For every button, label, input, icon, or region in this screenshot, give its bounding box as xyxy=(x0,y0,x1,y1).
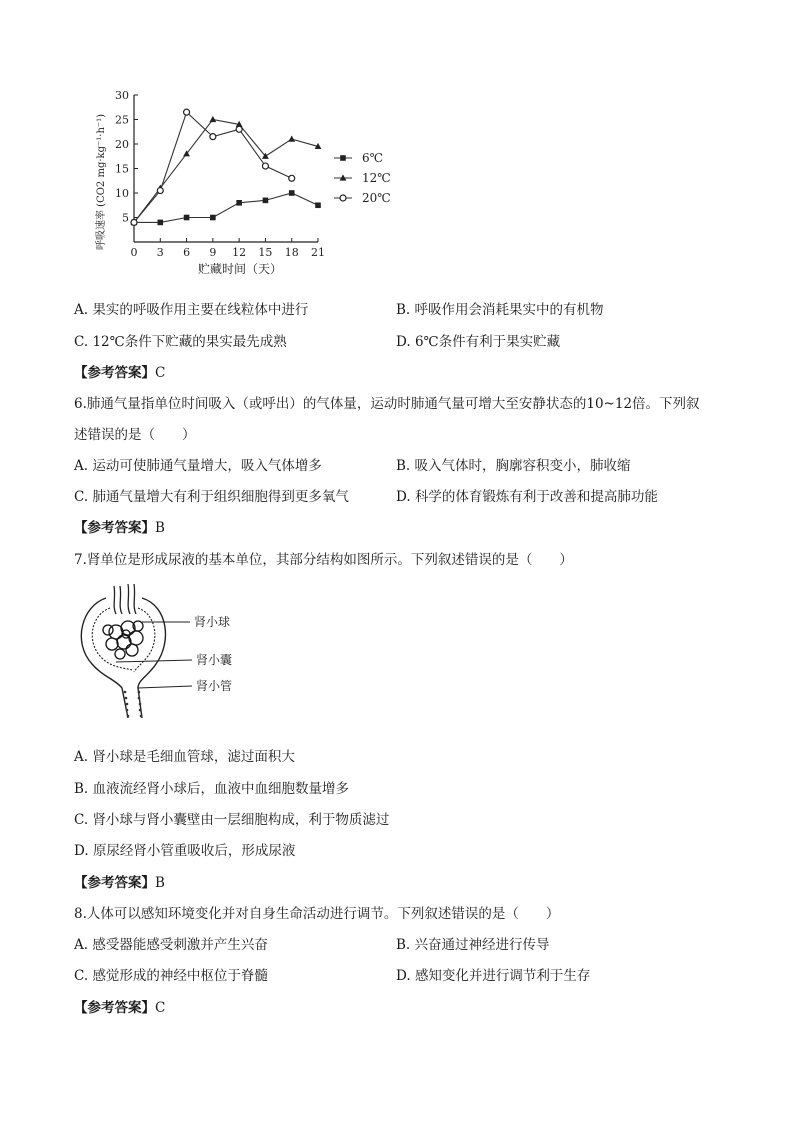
option-label: B. xyxy=(74,781,89,797)
capsule-outer-wall xyxy=(81,598,128,718)
label-tubule: 肾小管 xyxy=(196,679,233,693)
y-tick-label: 10 xyxy=(115,187,129,200)
option-text: 运动可使肺通气量增大，吸入气体增多 xyxy=(92,458,322,474)
glomerulus xyxy=(103,621,143,659)
answer-value: B xyxy=(155,520,165,536)
answer-label: 【参考答案】 xyxy=(74,875,155,891)
q6-options-row-1 xyxy=(74,454,734,476)
x-tick-label: 9 xyxy=(209,246,217,259)
option-text: 吸入气体时，胸廓容积变小，肺收缩 xyxy=(414,458,631,474)
option-label: A. xyxy=(74,458,89,474)
x-tick-label: 0 xyxy=(130,246,138,259)
series-line-square xyxy=(134,193,318,222)
leader-line-capsule xyxy=(116,660,192,662)
answer-label: 【参考答案】 xyxy=(74,1000,155,1016)
q6-options-row-2 xyxy=(74,485,734,507)
q7-option-a[interactable] xyxy=(74,745,295,765)
data-point-square xyxy=(210,215,216,221)
option-text: 原尿经肾小管重吸收后，形成尿液 xyxy=(92,843,296,859)
capsule-outer-wall-right xyxy=(138,598,165,718)
series-line-triangle xyxy=(134,120,318,223)
q6-answer xyxy=(74,516,165,536)
option-text: 6℃条件有利于果实贮藏 xyxy=(414,334,561,350)
legend-marker xyxy=(340,155,346,161)
y-tick-label: 5 xyxy=(122,211,129,225)
y-tick-label: 25 xyxy=(115,113,129,127)
option-text: 肺通气量增大有利于组织细胞得到更多氧气 xyxy=(92,489,349,505)
q8-option-a[interactable] xyxy=(74,933,268,953)
option-text: 果实的呼吸作用主要在线粒体中进行 xyxy=(92,302,309,318)
data-point-circle xyxy=(210,134,216,140)
q6-stem-line-2: 述错误的是（ ） xyxy=(74,427,196,443)
option-label: D. xyxy=(396,489,411,505)
q6-stem-line-1: 6.肺通气量指单位时间吸入（或呼出）的气体量，运动时肺通气量可增大至安静状态的10~12倍。下列叙 xyxy=(74,396,700,412)
option-label: A. xyxy=(74,937,89,953)
q8-stem: 8.人体可以感知环境变化并对自身生命活动进行调节。下列叙述错误的是（ ） xyxy=(74,906,560,922)
option-label: C. xyxy=(74,334,89,350)
option-text: 呼吸作用会消耗果实中的有机物 xyxy=(414,302,604,318)
x-tick-label: 21 xyxy=(311,246,325,259)
data-point-triangle xyxy=(288,136,295,142)
option-text: 兴奋通过神经进行传导 xyxy=(414,937,550,953)
q8-options-row-2 xyxy=(74,964,734,986)
data-point-circle xyxy=(262,163,268,169)
data-point-square xyxy=(157,220,163,226)
option-label: D. xyxy=(396,334,411,350)
q8-option-c[interactable] xyxy=(74,964,268,984)
data-point-circle xyxy=(131,219,137,225)
label-glomerulus: 肾小球 xyxy=(194,615,231,629)
option-text: 科学的体育锻炼有利于改善和提高肺功能 xyxy=(414,489,658,505)
data-point-square xyxy=(315,202,321,208)
option-text: 肾小球是毛细血管球，滤过面积大 xyxy=(92,749,295,765)
q5-option-c[interactable] xyxy=(74,330,287,350)
option-text: 感知变化并进行调节利于生存 xyxy=(414,968,591,984)
respiration-rate-chart xyxy=(90,80,410,280)
q6-option-b[interactable] xyxy=(396,454,631,474)
q7-stem: 7.肾单位是形成尿液的基本单位，其部分结构如图所示。下列叙述错误的是（ ） xyxy=(74,552,573,568)
option-label: A. xyxy=(74,749,89,765)
data-point-circle xyxy=(289,175,295,181)
q5-option-d[interactable] xyxy=(396,330,560,350)
x-tick-label: 18 xyxy=(284,246,299,259)
q5-options-row-2 xyxy=(74,330,734,352)
option-label: B. xyxy=(396,302,411,318)
option-label: C. xyxy=(74,812,89,828)
legend-label: 12℃ xyxy=(362,171,391,185)
option-label: D. xyxy=(74,843,89,859)
data-point-circle xyxy=(184,109,190,115)
data-point-circle xyxy=(236,126,242,132)
legend-marker xyxy=(340,195,346,201)
q5-answer xyxy=(74,361,165,381)
x-tick-label: 3 xyxy=(156,246,164,259)
option-label: C. xyxy=(74,968,89,984)
x-tick-label: 6 xyxy=(183,246,191,259)
legend-label: 20℃ xyxy=(362,191,391,205)
afferent-vessel xyxy=(114,586,116,614)
answer-value: C xyxy=(155,365,166,381)
answer-value: C xyxy=(155,1000,166,1016)
x-tick-label: 12 xyxy=(232,246,247,259)
q7-option-c[interactable] xyxy=(74,808,389,828)
x-tick-label: 15 xyxy=(258,246,273,259)
y-axis-label: 呼吸速率 (CO2 mg·kg⁻¹·h⁻¹) xyxy=(96,113,107,250)
data-point-circle xyxy=(157,188,163,194)
data-point-square xyxy=(289,190,295,196)
q5-option-b[interactable] xyxy=(396,298,604,318)
nephron-diagram xyxy=(76,584,286,720)
efferent-vessel xyxy=(128,584,130,614)
q5-option-a[interactable] xyxy=(74,298,308,318)
legend-label: 6℃ xyxy=(362,151,384,165)
legend xyxy=(334,151,391,205)
option-text: 肾小球与肾小囊壁由一层细胞构成，利于物质滤过 xyxy=(92,812,390,828)
option-text: 12℃条件下贮藏的果实最先成熟 xyxy=(92,334,287,350)
leader-line-tubule xyxy=(138,686,192,688)
q6-option-d[interactable] xyxy=(396,485,658,505)
q7-option-b[interactable] xyxy=(74,777,349,797)
q7-answer xyxy=(74,871,165,891)
option-label: C. xyxy=(74,489,89,505)
q7-option-d[interactable] xyxy=(74,839,295,859)
data-point-square xyxy=(263,198,269,204)
answer-label: 【参考答案】 xyxy=(74,520,155,536)
afferent-vessel-inner xyxy=(120,586,122,614)
option-label: B. xyxy=(396,937,411,953)
efferent-vessel-inner xyxy=(134,584,136,614)
y-tick-label: 20 xyxy=(115,138,129,151)
y-tick-label: 30 xyxy=(115,89,129,102)
y-tick-label: 15 xyxy=(115,162,129,176)
q6-option-c[interactable] xyxy=(74,485,349,505)
option-label: A. xyxy=(74,302,89,318)
option-label: D. xyxy=(396,968,411,984)
option-text: 感觉形成的神经中枢位于脊髓 xyxy=(92,968,268,984)
capsule-inner-wall xyxy=(92,608,132,670)
q8-option-b[interactable] xyxy=(396,933,550,953)
q8-options-row-1 xyxy=(74,933,734,955)
q6-option-a[interactable] xyxy=(74,454,322,474)
q5-options-row-1 xyxy=(74,298,734,320)
x-axis-label: 贮藏时间（天） xyxy=(198,262,283,276)
q8-answer xyxy=(74,996,165,1016)
capsule-inner-wall-right xyxy=(134,608,155,672)
option-text: 血液流经肾小球后，血液中血细胞数量增多 xyxy=(92,781,350,797)
data-point-triangle xyxy=(209,116,216,122)
option-text: 感受器能感受刺激并产生兴奋 xyxy=(92,937,268,953)
q8-option-d[interactable] xyxy=(396,964,590,984)
option-label: B. xyxy=(396,458,411,474)
answer-label: 【参考答案】 xyxy=(74,365,155,381)
data-point-square xyxy=(184,215,190,221)
label-capsule: 肾小囊 xyxy=(196,653,233,667)
answer-value: B xyxy=(155,875,165,891)
data-point-square xyxy=(236,200,242,206)
